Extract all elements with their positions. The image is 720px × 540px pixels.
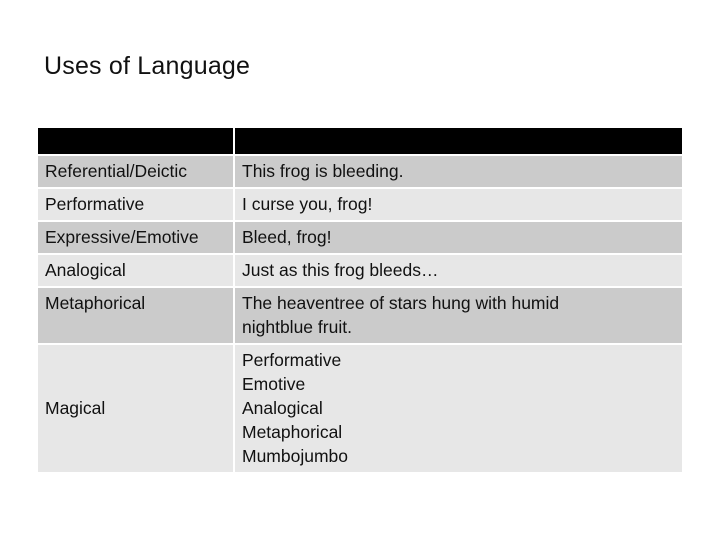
header-cell-example [235, 128, 682, 154]
table-row [38, 156, 682, 187]
example-cell: This frog is bleeding. [235, 156, 682, 187]
header-cell-use [38, 128, 233, 154]
table-row [38, 189, 682, 220]
slide-title: Uses of Language [44, 52, 251, 80]
example-cell: I curse you, frog! [235, 189, 682, 220]
example-cell: The heaventree of stars hung with humid nightblue fruit. [235, 288, 682, 343]
use-cell: Magical [38, 345, 233, 472]
table-row [38, 222, 682, 253]
table-row [38, 345, 682, 472]
example-cell: Performative Emotive Analogical Metaphorical Mumbojumbo [235, 345, 682, 472]
table-row [38, 255, 682, 286]
use-cell: Metaphorical [38, 288, 233, 343]
example-cell: Just as this frog bleeds… [235, 255, 682, 286]
use-cell: Expressive/Emotive [38, 222, 233, 253]
uses-of-language-table [36, 126, 684, 474]
use-cell: Analogical [38, 255, 233, 286]
use-cell: Referential/Deictic [38, 156, 233, 187]
example-cell: Bleed, frog! [235, 222, 682, 253]
use-cell: Performative [38, 189, 233, 220]
table-header-row [38, 128, 682, 154]
table-row [38, 288, 682, 343]
